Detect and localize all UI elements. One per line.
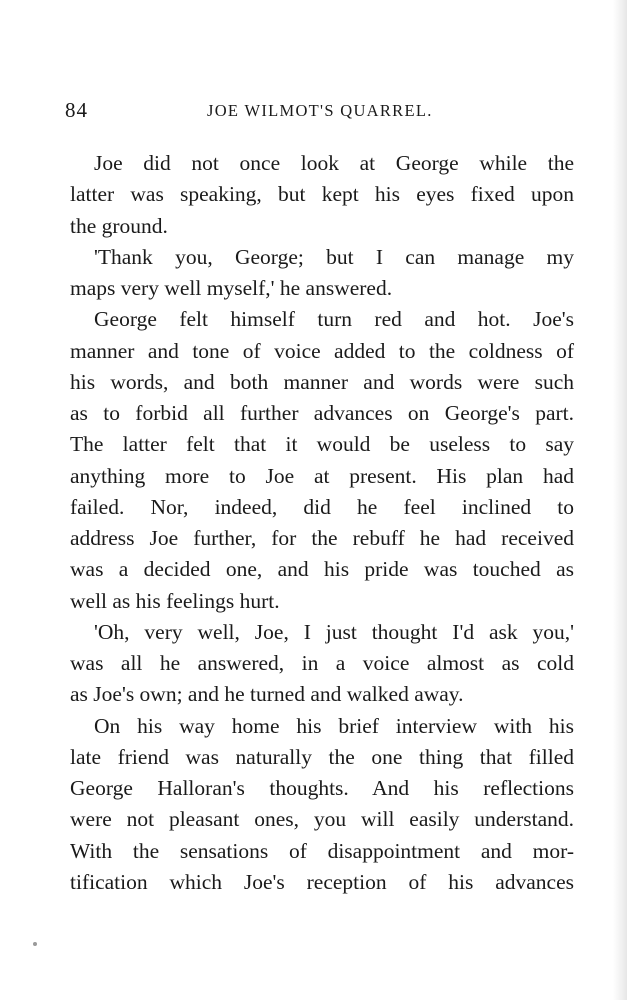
text-line: 'Thank you, George; but I can manage my <box>94 244 574 269</box>
text-line: With the sensations of disappointment and mor- <box>70 838 574 863</box>
text-line: anything more to Joe at present. His plan had <box>70 463 574 488</box>
text-line: On his way home his brief interview with his <box>94 713 574 738</box>
text-line: The latter felt that it would be useless to say <box>70 432 574 457</box>
running-header <box>65 98 565 128</box>
text-line: failed. Nor, indeed, did he feel inclined to <box>70 494 574 519</box>
text-line: late friend was naturally the one thing that filled <box>70 744 574 769</box>
text-line: his words, and both manner and words were such <box>70 369 574 394</box>
text-line: George Halloran's thoughts. And his reflections <box>70 776 574 800</box>
body-text <box>70 148 574 898</box>
text-line: manner and tone of voice added to the coldness of <box>70 338 574 363</box>
text-line: as Joe's own; and he turned and walked away. <box>70 682 464 707</box>
text-line: was all he answered, in a voice almost as cold <box>70 651 574 675</box>
text-line: was a decided one, and his pride was touched as <box>70 557 574 582</box>
text-line: well as his feelings hurt. <box>70 588 280 613</box>
text-line: latter was speaking, but kept his eyes fixed upon <box>70 182 574 207</box>
text-line: George felt himself turn red and hot. Joe's <box>94 307 574 332</box>
running-title: JOE WILMOT'S QUARREL. <box>207 101 433 120</box>
page-number: 84 <box>65 98 88 122</box>
page-edge-shadow <box>613 0 627 1000</box>
text-line: as to forbid all further advances on George's part. <box>70 401 574 425</box>
text-line: were not pleasant ones, you will easily understand. <box>70 807 574 832</box>
text-line: Joe did not once look at George while the <box>94 151 574 175</box>
text-line: address Joe further, for the rebuff he had received <box>70 526 574 550</box>
text-line: the ground. <box>70 213 168 238</box>
text-line: tification which Joe's reception of his advances <box>70 869 574 894</box>
text-line: maps very well myself,' he answered. <box>70 276 393 300</box>
paper-speck <box>33 942 37 946</box>
text-line: 'Oh, very well, Joe, I just thought I'd ask you,' <box>94 619 574 644</box>
